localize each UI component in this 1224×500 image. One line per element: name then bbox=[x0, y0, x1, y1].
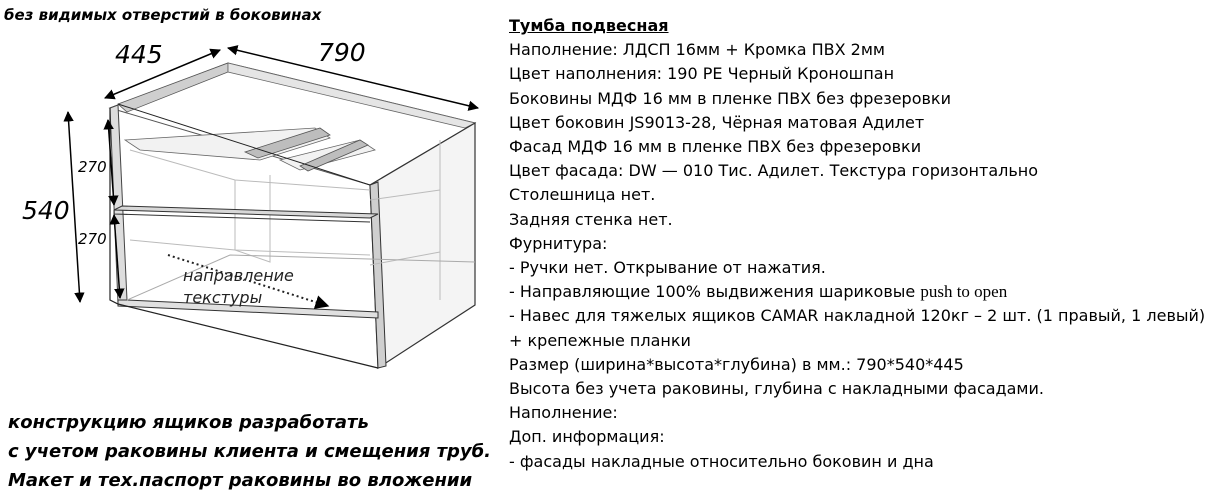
spec-line-2: Цвет наполнения: 190 PE Черный Кроношпан bbox=[509, 64, 895, 84]
spec-line-9: Фурнитура: bbox=[509, 233, 608, 253]
spec-line-11-suffix: push to open bbox=[920, 282, 1008, 302]
texture-label-line-1: направление bbox=[183, 266, 294, 285]
spec-line-1: Наполнение: ЛДСП 16мм + Кромка ПВХ 2мм bbox=[509, 40, 885, 60]
spec-line-11 bbox=[509, 280, 1221, 304]
dimension-height: 540 bbox=[22, 196, 70, 225]
spec-line-13: + крепежные планки bbox=[509, 330, 691, 350]
spec-line-15: Высота без учета раковины, глубина с накладными фасадами. bbox=[509, 379, 1044, 399]
spec-line-5: Фасад МДФ 16 мм в пленке ПВХ без фрезеровки bbox=[509, 137, 922, 157]
bottom-note-2: с учетом раковины клиента и смещения труб. bbox=[8, 441, 492, 462]
dimension-width: 790 bbox=[318, 38, 366, 67]
cabinet-body bbox=[110, 63, 475, 368]
cabinet-diagram bbox=[0, 0, 500, 400]
spec-line-14: Размер (ширина*высота*глубина) в мм.: 790*540*445 bbox=[509, 354, 964, 374]
spec-line-17: Доп. информация: bbox=[509, 427, 665, 447]
spec-line-3: Боковины МДФ 16 мм в пленке ПВХ без фрезеровки bbox=[509, 88, 951, 108]
texture-label-line-2: текстуры bbox=[183, 288, 263, 307]
bottom-notes bbox=[8, 408, 491, 495]
spec-title: Тумба подвесная bbox=[509, 16, 669, 35]
dimension-drawer-bottom: 270 bbox=[78, 230, 107, 248]
bottom-note-3: Макет и тех.паспорт раковины во вложении bbox=[8, 470, 473, 491]
spec-block bbox=[509, 14, 1221, 474]
texture-label bbox=[183, 265, 294, 309]
spec-line-10: - Ручки нет. Открывание от нажатия. bbox=[509, 258, 826, 278]
spec-line-4: Цвет боковин JS9013-28, Чёрная матовая Адилет bbox=[509, 112, 925, 132]
spec-line-12: - Навес для тяжелых ящиков CAMAR накладной 120кг – 2 шт. (1 правый, 1 левый) bbox=[509, 306, 1206, 326]
spec-line-18: - фасады накладные относительно боковин и дна bbox=[509, 451, 934, 471]
spec-line-8: Задняя стенка нет. bbox=[509, 209, 673, 229]
spec-line-11-text: - Направляющие 100% выдвижения шариковые bbox=[509, 282, 921, 302]
spec-line-16: Наполнение: bbox=[509, 403, 618, 423]
dimension-drawer-top: 270 bbox=[78, 158, 107, 176]
bottom-note-1: конструкцию ящиков разработать bbox=[8, 412, 369, 433]
spec-line-6: Цвет фасада: DW — 010 Тис. Адилет. Текстура горизонтально bbox=[509, 161, 1039, 181]
note-top: без видимых отверстий в боковинах bbox=[4, 6, 322, 24]
dimension-depth: 445 bbox=[115, 40, 163, 69]
spec-line-7: Столешница нет. bbox=[509, 185, 656, 205]
